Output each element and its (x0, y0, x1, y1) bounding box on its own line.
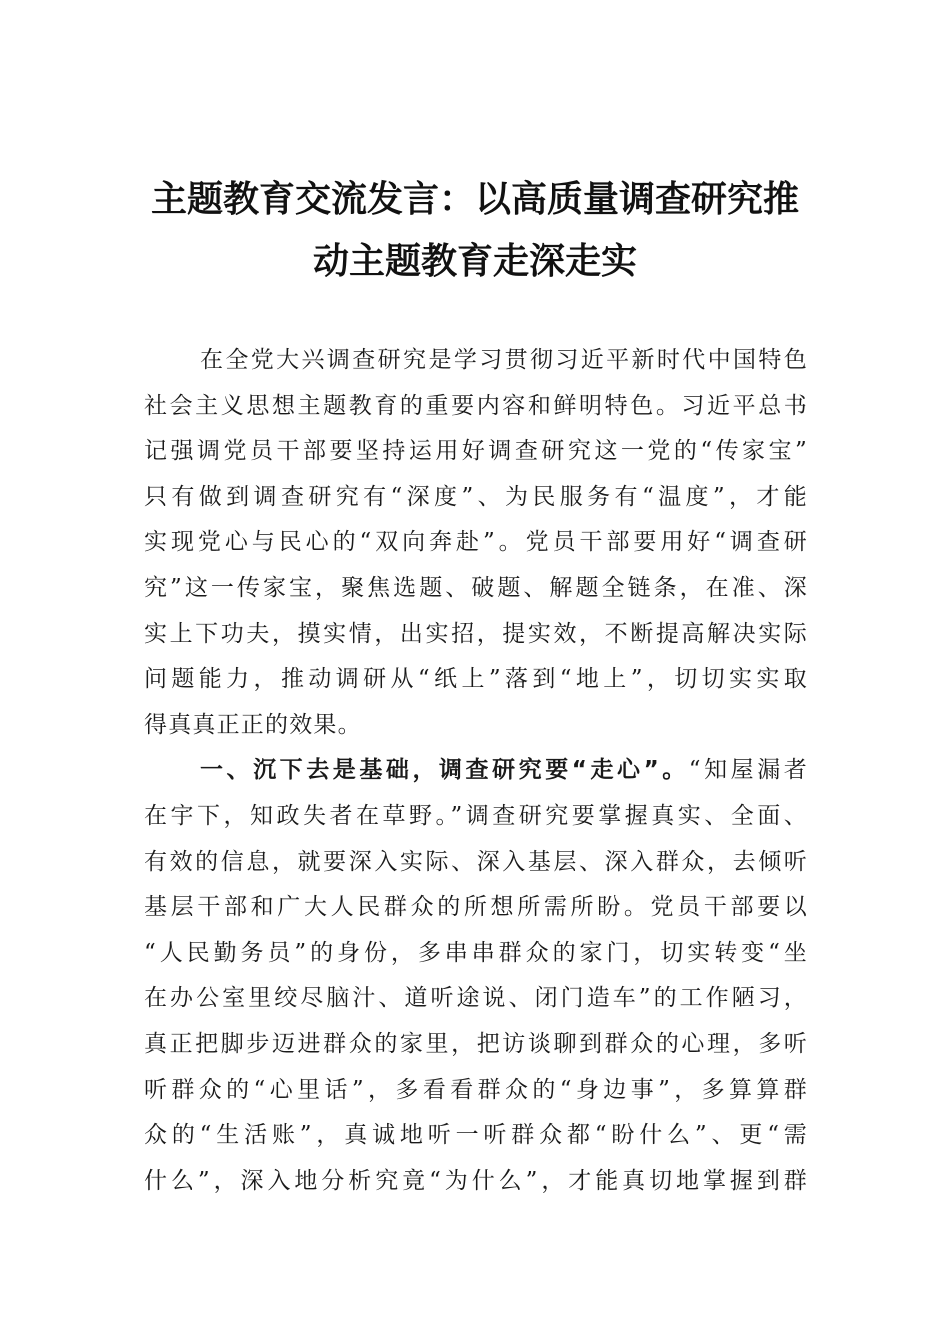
text-line: 听群众的“心里话”，多看看群众的“身边事”，多算算群 (144, 1076, 808, 1103)
text-line: 社会主义思想主题教育的重要内容和鲜明特色。习近平总书 (144, 392, 808, 419)
text-line: 在宇下，知政失者在草野。”调查研究要掌握真实、全面、 (144, 802, 808, 829)
text-line: 真正把脚步迈进群众的家里，把访谈聊到群众的心理，多听 (144, 1030, 808, 1057)
text-line: 记强调党员干部要坚持运用好调查研究这一党的“传家宝” (144, 438, 808, 465)
intro-paragraph (144, 338, 808, 748)
section-1-paragraph (144, 748, 808, 1204)
text-line: 问题能力，推动调研从“纸上”落到“地上”，切切实实取 (144, 666, 808, 693)
section-1-heading: 一、沉下去是基础，调查研究要“走心”。 (200, 757, 689, 784)
document-title (120, 168, 830, 292)
text-line: 众的“生活账”，真诚地听一听群众都“盼什么”、更“需 (144, 1122, 808, 1149)
section-1-first-line-rest: “知屋漏者 (688, 757, 808, 784)
text-line: 基层干部和广大人民群众的所想所需所盼。党员干部要以 (144, 894, 808, 921)
text-line (144, 748, 808, 794)
text-line: 只有做到调查研究有“深度”、为民服务有“温度”，才能 (144, 483, 808, 510)
text-line: 有效的信息，就要深入实际、深入基层、深入群众，去倾听 (144, 848, 808, 875)
text-line: 实现党心与民心的“双向奔赴”。党员干部要用好“调查研 (144, 529, 808, 556)
text-line: 实上下功夫，摸实情，出实招，提实效，不断提高解决实际 (144, 620, 808, 647)
text-line: 在全党大兴调查研究是学习贯彻习近平新时代中国特色 (200, 347, 808, 373)
text-line: “人民勤务员”的身份，多串串群众的家门，切实转变“坐 (144, 939, 808, 966)
document-body (144, 338, 808, 1204)
text-line: 什么”，深入地分析究竟“为什么”，才能真切地掌握到群 (144, 1167, 808, 1194)
title-line-1: 主题教育交流发言：以高质量调查研究推 (150, 178, 799, 220)
text-line: 在办公室里绞尽脑汁、道听途说、闭门造车”的工作陋习， (144, 985, 808, 1012)
title-line-2: 动主题教育走深走实 (312, 240, 637, 282)
text-line: 究”这一传家宝，聚焦选题、破题、解题全链条，在准、深 (144, 574, 808, 601)
text-line: 得真真正正的效果。 (144, 711, 362, 738)
